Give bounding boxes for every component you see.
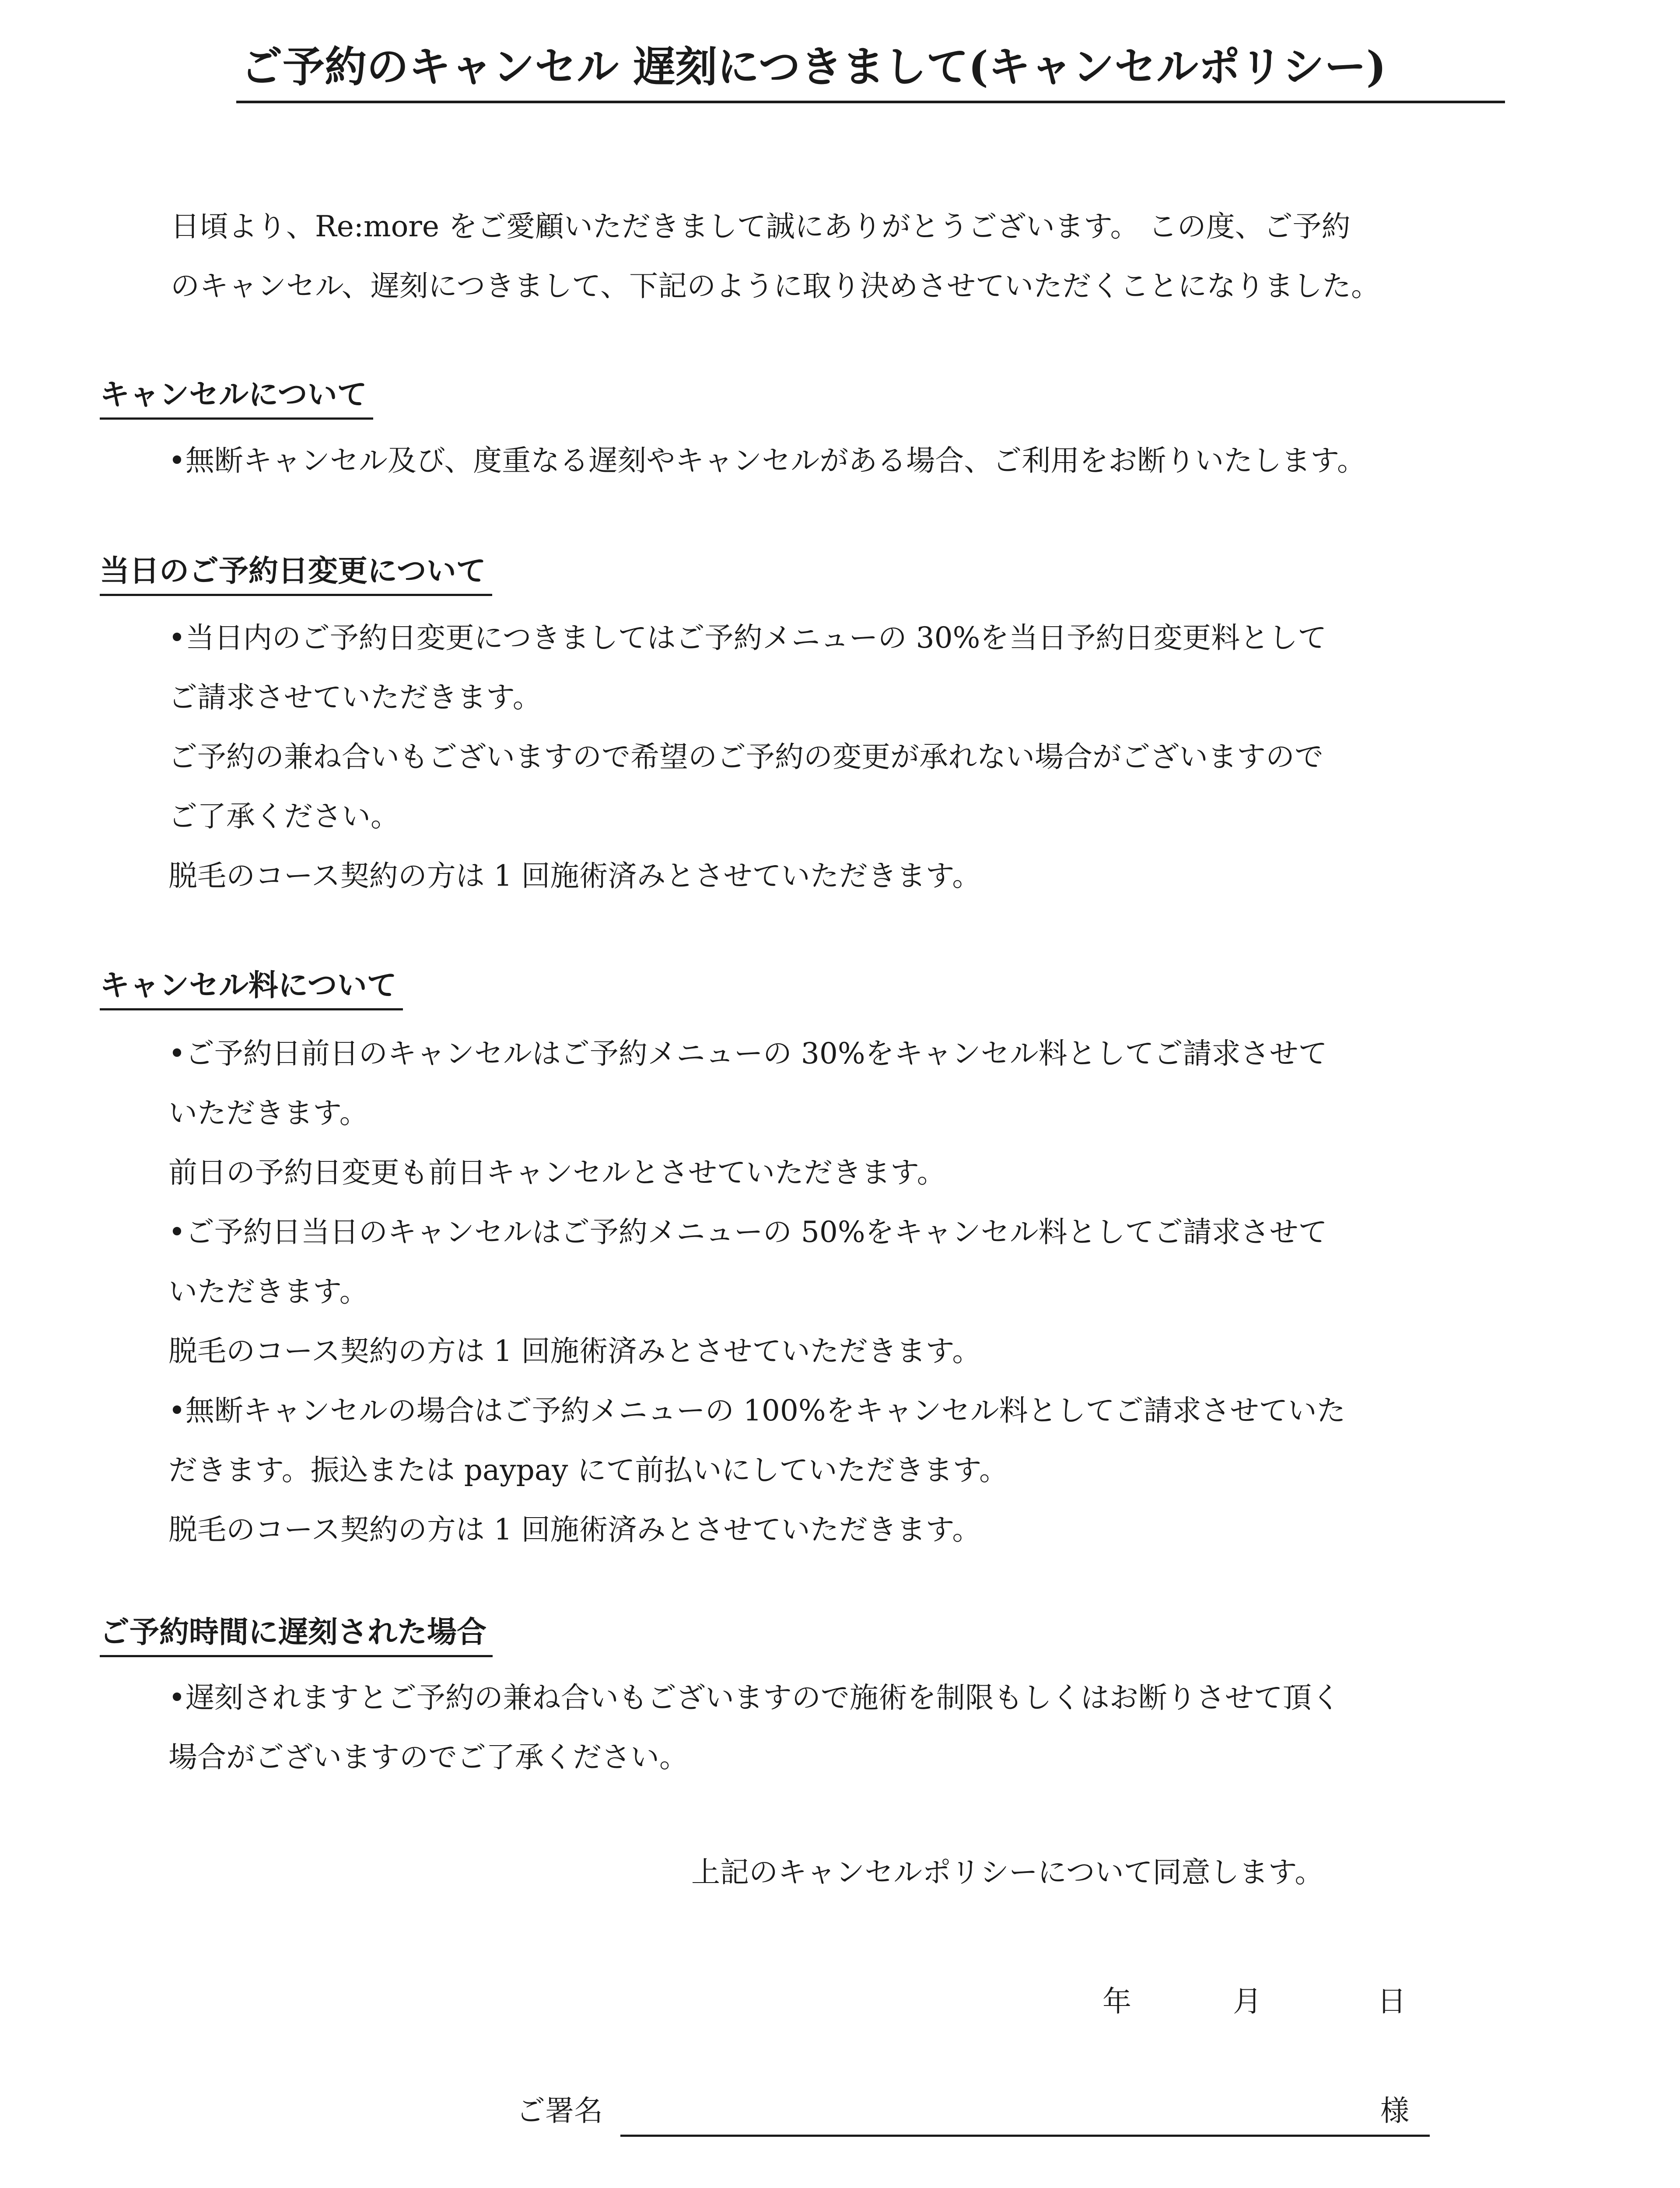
intro-paragraph <box>171 197 1592 316</box>
section-line: ご請求させていただきます。 <box>168 680 542 714</box>
intro-line: のキャンセル、遅刻につきまして、下記のように取り決めさせていただくことになりました。 <box>171 269 1380 303</box>
section-line: 脱毛のコース契約の方は 1 回施術済みとさせていただきます。 <box>168 1513 981 1546</box>
intro-line: 日頃より、Re:more をご愛顧いただきまして誠にありがとうございます。 この度、ご予約 <box>171 210 1351 243</box>
section-line: •当日内のご予約日変更につきましてはご予約メニューの 30%を当日予約日変更料として <box>168 621 1327 655</box>
signature-suffix: 様 <box>1380 2094 1409 2128</box>
section-line: ご予約の兼ね合いもございますので希望のご予約の変更が承れない場合がございますので <box>168 740 1323 774</box>
title-underline <box>236 101 1505 103</box>
section-line: だきます。振込または paypay にて前払いにしていただきます。 <box>168 1453 1008 1487</box>
section-line: 脱毛のコース契約の方は 1 回施術済みとさせていただきます。 <box>168 1334 981 1368</box>
date-day-label: 日 <box>1377 1985 1406 2018</box>
section-heading-cancellation-fee: キャンセル料について <box>100 968 403 1010</box>
section-body-late-arrival <box>168 1668 1612 1787</box>
date-month-label: 月 <box>1233 1985 1262 2018</box>
section-line: ご了承ください。 <box>168 799 399 833</box>
section-line: 前日の予約日変更も前日キャンセルとさせていただきます。 <box>168 1156 946 1189</box>
section-line: いただきます。 <box>168 1096 368 1130</box>
section-heading-same-day-change: 当日のご予約日変更について <box>100 554 492 596</box>
page-title: ご予約のキャンセル 遅刻につきまして(キャンセルポリシー) <box>241 42 1386 91</box>
signature-label: ご署名 <box>516 2094 603 2128</box>
section-heading-late-arrival: ご予約時間に遅刻された場合 <box>100 1615 493 1657</box>
section-line: いただきます。 <box>168 1275 368 1308</box>
section-line: •ご予約日前日のキャンセルはご予約メニューの 30%をキャンセル料としてご請求させて <box>168 1037 1327 1070</box>
section-body-same-day-change <box>168 608 1612 906</box>
section-line: 脱毛のコース契約の方は 1 回施術済みとさせていただきます。 <box>168 859 981 893</box>
section-body-cancellation <box>168 431 1612 491</box>
section-line: •遅刻されますとご予約の兼ね合いもございますので施術を制限もしくはお断りさせて頂く <box>168 1681 1340 1715</box>
section-line: 場合がございますのでご了承ください。 <box>168 1740 688 1774</box>
agreement-statement: 上記のキャンセルポリシーについて同意します。 <box>691 1855 1324 1889</box>
section-line: •無断キャンセル及び、度重なる遅刻やキャンセルがある場合、ご利用をお断りいたします。 <box>168 444 1366 477</box>
section-line: •無断キャンセルの場合はご予約メニューの 100%をキャンセル料としてご請求させていた <box>168 1394 1346 1427</box>
signature-line[interactable] <box>620 2135 1430 2137</box>
section-line: •ご予約日当日のキャンセルはご予約メニューの 50%をキャンセル料としてご請求させて <box>168 1215 1327 1249</box>
section-body-cancellation-fee <box>168 1024 1612 1560</box>
date-year-label: 年 <box>1102 1985 1131 2018</box>
section-heading-cancellation: キャンセルについて <box>100 377 373 420</box>
